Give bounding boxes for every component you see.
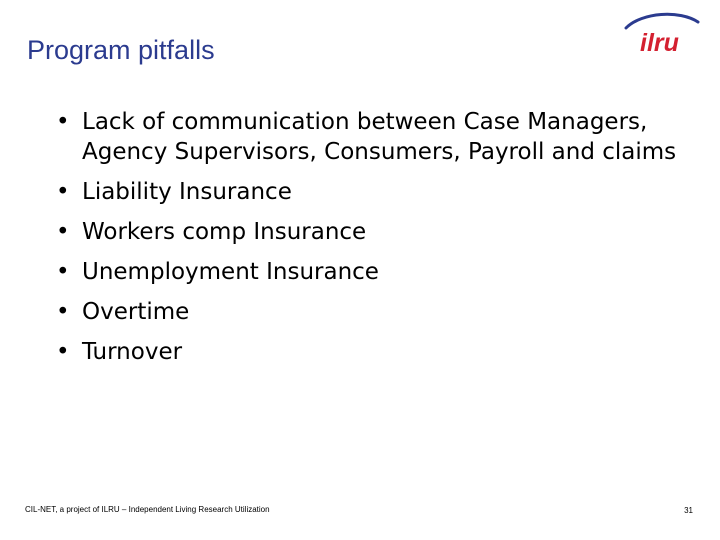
bullet-text: Overtime: [82, 299, 190, 325]
bullet-item: [56, 292, 696, 332]
bullet-icon: •: [56, 259, 70, 285]
bullet-text: Liability Insurance: [82, 179, 292, 205]
page-number: 31: [684, 506, 693, 515]
bullet-text: Turnover: [82, 339, 183, 365]
bullet-text: Unemployment Insurance: [82, 259, 379, 285]
bullet-icon: •: [56, 299, 70, 325]
bullet-item: [56, 252, 696, 292]
bullet-text: Workers comp Insurance: [82, 219, 367, 245]
logo-text: ilru: [640, 29, 679, 56]
bullet-item: [56, 102, 696, 172]
slide-title: Program pitfalls: [27, 35, 215, 65]
bullet-item: [56, 212, 696, 252]
bullet-text: Lack of communication between Case Managers, Agency Supervisors, Consumers, Payroll and claims: [82, 109, 677, 165]
footer-text: CIL-NET, a project of ILRU – Independent Living Research Utilization: [25, 505, 270, 514]
bullet-icon: •: [56, 109, 70, 135]
bullet-item: [56, 172, 696, 212]
bullet-icon: •: [56, 219, 70, 245]
bullet-icon: •: [56, 339, 70, 365]
bullet-item: [56, 332, 696, 372]
bullet-list: [56, 102, 696, 372]
bullet-icon: •: [56, 179, 70, 205]
ilru-logo: [620, 10, 702, 56]
